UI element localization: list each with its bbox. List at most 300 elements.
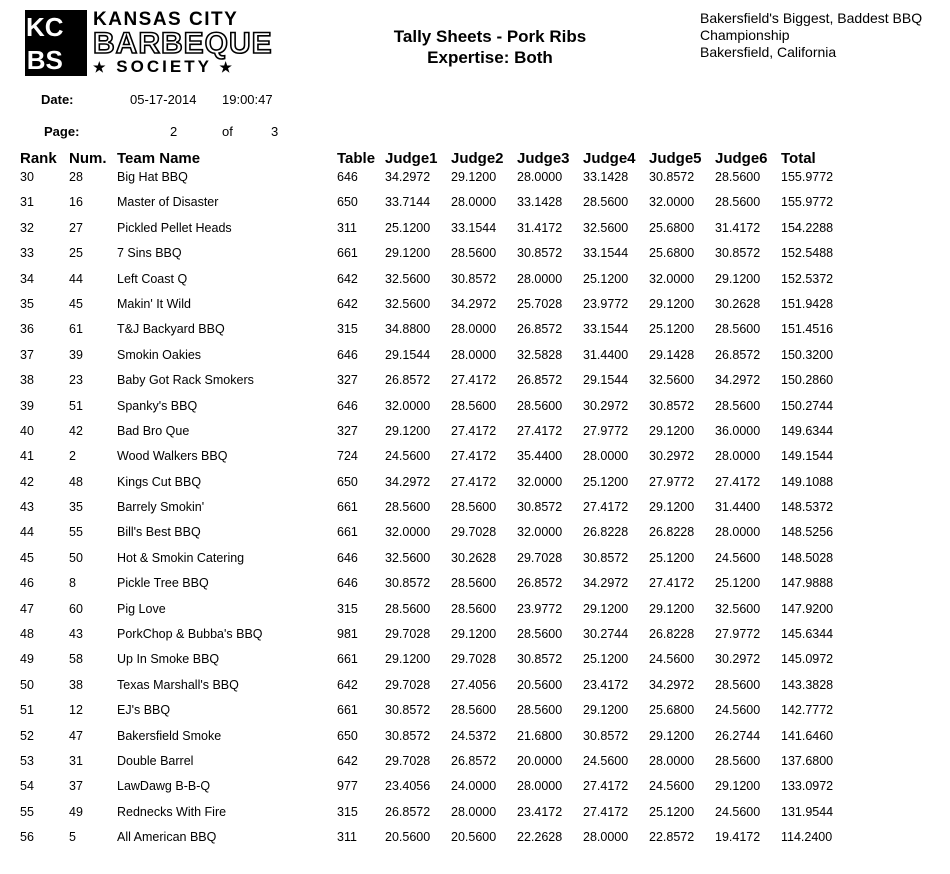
cell-judge4: 30.8572 (583, 728, 629, 743)
cell-rank: 32 (20, 220, 34, 235)
cell-rank: 37 (20, 347, 34, 362)
cell-total: 149.1544 (781, 449, 834, 464)
cell-judge5: 29.1200 (649, 728, 695, 743)
cell-judge6: 34.2972 (715, 373, 761, 388)
cell-judge5: 22.8572 (649, 830, 695, 845)
event-name-line2: Championship (700, 27, 790, 43)
cell-table: 646 (337, 398, 358, 413)
cell-judge5: 29.1200 (649, 296, 695, 311)
cell-total: 151.4516 (781, 322, 834, 337)
cell-judge3: 28.5600 (517, 703, 563, 718)
cell-num: 55 (69, 525, 83, 540)
cell-judge1: 30.8572 (385, 728, 431, 743)
page-total: 3 (271, 124, 279, 139)
cell-num: 37 (69, 779, 83, 794)
cell-rank: 50 (20, 677, 34, 692)
cell-judge1: 30.8572 (385, 703, 431, 718)
cell-judge6: 28.5600 (715, 195, 761, 210)
cell-judge4: 28.5600 (583, 195, 629, 210)
cell-judge3: 28.5600 (517, 398, 563, 413)
cell-judge6: 30.2628 (715, 296, 761, 311)
star-icon: ★ (219, 59, 235, 75)
cell-judge4: 33.1544 (583, 246, 629, 261)
cell-judge4: 27.4172 (583, 500, 629, 515)
cell-judge4: 23.9772 (583, 296, 629, 311)
cell-total: 154.2288 (781, 220, 834, 235)
cell-total: 142.7772 (781, 703, 834, 718)
cell-rank: 48 (20, 627, 34, 642)
table-row (20, 701, 851, 726)
cell-judge4: 30.2972 (583, 398, 629, 413)
cell-rank: 47 (20, 601, 34, 616)
cell-judge2: 27.4172 (451, 423, 497, 438)
cell-team-name: All American BBQ (117, 830, 217, 845)
cell-judge4: 29.1544 (583, 373, 629, 388)
cell-judge6: 24.5600 (715, 550, 761, 565)
cell-rank: 51 (20, 703, 34, 718)
cell-judge1: 24.5600 (385, 449, 431, 464)
cell-judge5: 29.1428 (649, 347, 695, 362)
cell-judge6: 26.8572 (715, 347, 761, 362)
cell-rank: 52 (20, 728, 34, 743)
cell-team-name: Double Barrel (117, 753, 194, 768)
cell-total: 143.3828 (781, 677, 834, 692)
cell-judge3: 32.5828 (517, 347, 563, 362)
col-header-total: Total (781, 150, 816, 167)
cell-judge2: 30.8572 (451, 271, 497, 286)
cell-rank: 38 (20, 373, 34, 388)
cell-table: 661 (337, 246, 358, 261)
cell-team-name: Left Coast Q (117, 271, 188, 286)
col-header-table: Table (337, 150, 376, 167)
table-row (20, 523, 851, 548)
cell-judge4: 28.0000 (583, 449, 629, 464)
cell-judge1: 20.5600 (385, 830, 431, 845)
cell-judge3: 26.8572 (517, 322, 563, 337)
cell-judge3: 29.7028 (517, 550, 563, 565)
date-value: 05-17-2014 (130, 92, 197, 107)
logo-line-barbeque: BARBEQUE (93, 27, 273, 60)
cell-num: 8 (69, 576, 76, 591)
logo-wordmark (93, 10, 273, 76)
logo-mark-top: KC (26, 12, 64, 42)
cell-num: 25 (69, 246, 83, 261)
cell-rank: 46 (20, 576, 34, 591)
cell-judge5: 30.8572 (649, 170, 695, 184)
cell-table: 661 (337, 703, 358, 718)
cell-num: 48 (69, 474, 83, 489)
table-row (20, 168, 851, 193)
cell-rank: 45 (20, 550, 34, 565)
event-name-line1: Bakersfield's Biggest, Baddest BBQ (700, 10, 923, 26)
cell-num: 35 (69, 500, 83, 515)
cell-judge3: 28.5600 (517, 627, 563, 642)
cell-judge1: 34.2972 (385, 170, 431, 184)
col-header-judge3: Judge3 (517, 150, 570, 167)
cell-num: 49 (69, 804, 83, 819)
cell-num: 61 (69, 322, 83, 337)
cell-table: 724 (337, 449, 358, 464)
cell-judge3: 32.0000 (517, 474, 563, 489)
logo-line-society: ★ SOCIETY ★ (93, 57, 235, 76)
cell-judge5: 32.5600 (649, 373, 695, 388)
cell-team-name: Texas Marshall's BBQ (117, 677, 239, 692)
cell-judge5: 29.1200 (649, 601, 695, 616)
cell-judge4: 30.8572 (583, 550, 629, 565)
table-row (20, 777, 851, 802)
cell-team-name: Pickled Pellet Heads (117, 220, 232, 235)
cell-judge2: 24.5372 (451, 728, 497, 743)
table-row (20, 676, 851, 701)
cell-num: 28 (69, 170, 83, 184)
cell-judge3: 23.4172 (517, 804, 563, 819)
cell-judge1: 29.1544 (385, 347, 431, 362)
cell-judge4: 32.5600 (583, 220, 629, 235)
cell-judge2: 28.5600 (451, 500, 497, 515)
cell-table: 661 (337, 500, 358, 515)
cell-judge5: 29.1200 (649, 423, 695, 438)
cell-judge2: 29.7028 (451, 652, 497, 667)
cell-judge6: 26.2744 (715, 728, 761, 743)
cell-judge6: 24.5600 (715, 804, 761, 819)
cell-judge1: 29.1200 (385, 423, 431, 438)
cell-total: 152.5372 (781, 271, 834, 286)
cell-judge1: 29.1200 (385, 652, 431, 667)
cell-rank: 34 (20, 271, 34, 286)
col-header-team-name: Team Name (117, 150, 201, 167)
cell-judge6: 28.5600 (715, 170, 761, 184)
cell-num: 39 (69, 347, 83, 362)
cell-judge1: 34.8800 (385, 322, 431, 337)
cell-judge5: 32.0000 (649, 195, 695, 210)
cell-judge6: 19.4172 (715, 830, 761, 845)
table-row (20, 828, 851, 853)
star-icon: ★ (93, 59, 109, 75)
cell-judge3: 28.0000 (517, 170, 563, 184)
cell-judge3: 28.0000 (517, 271, 563, 286)
col-header-judge2: Judge2 (451, 150, 504, 167)
event-info (700, 10, 922, 61)
col-header-judge5: Judge5 (649, 150, 702, 167)
cell-judge2: 29.1200 (451, 627, 497, 642)
table-row (20, 295, 851, 320)
cell-judge3: 20.5600 (517, 677, 563, 692)
cell-total: 141.6460 (781, 728, 834, 743)
cell-judge2: 28.0000 (451, 322, 497, 337)
cell-judge1: 32.5600 (385, 550, 431, 565)
event-location: Bakersfield, California (700, 44, 837, 60)
cell-num: 43 (69, 627, 83, 642)
cell-total: 155.9772 (781, 195, 834, 210)
cell-judge1: 26.8572 (385, 373, 431, 388)
cell-num: 5 (69, 830, 76, 845)
cell-total: 151.9428 (781, 296, 834, 311)
cell-num: 38 (69, 677, 83, 692)
table-row (20, 574, 851, 599)
cell-table: 650 (337, 728, 358, 743)
cell-judge5: 25.1200 (649, 550, 695, 565)
cell-judge5: 25.6800 (649, 220, 695, 235)
cell-judge5: 32.0000 (649, 271, 695, 286)
col-header-judge1: Judge1 (385, 150, 438, 167)
cell-team-name: T&J Backyard BBQ (117, 322, 225, 337)
cell-judge1: 28.5600 (385, 601, 431, 616)
cell-table: 646 (337, 576, 358, 591)
cell-num: 31 (69, 753, 83, 768)
cell-judge2: 26.8572 (451, 753, 497, 768)
cell-num: 12 (69, 703, 83, 718)
cell-num: 23 (69, 373, 83, 388)
cell-table: 315 (337, 322, 358, 337)
cell-table: 646 (337, 170, 358, 184)
table-row (20, 346, 851, 371)
cell-judge3: 23.9772 (517, 601, 563, 616)
table-row (20, 320, 851, 345)
cell-judge6: 27.9772 (715, 627, 761, 642)
cell-judge1: 32.5600 (385, 296, 431, 311)
cell-table: 327 (337, 373, 358, 388)
table-row (20, 244, 851, 269)
cell-total: 148.5028 (781, 550, 834, 565)
table-row (20, 193, 851, 218)
cell-team-name: 7 Sins BBQ (117, 246, 182, 261)
cell-judge4: 27.4172 (583, 804, 629, 819)
cell-judge5: 28.0000 (649, 753, 695, 768)
cell-judge2: 27.4172 (451, 373, 497, 388)
time-value: 19:00:47 (222, 92, 273, 107)
report-title-expertise: Expertise: Both (427, 48, 553, 67)
cell-team-name: Baby Got Rack Smokers (117, 373, 254, 388)
cell-judge6: 28.5600 (715, 677, 761, 692)
cell-judge3: 28.0000 (517, 779, 563, 794)
cell-judge4: 27.9772 (583, 423, 629, 438)
cell-total: 145.6344 (781, 627, 834, 642)
cell-table: 650 (337, 195, 358, 210)
report-title (340, 26, 640, 68)
cell-judge5: 25.1200 (649, 322, 695, 337)
cell-judge2: 34.2972 (451, 296, 497, 311)
cell-rank: 49 (20, 652, 34, 667)
cell-rank: 43 (20, 500, 34, 515)
cell-team-name: Bill's Best BBQ (117, 525, 201, 540)
cell-table: 646 (337, 550, 358, 565)
cell-judge6: 28.5600 (715, 398, 761, 413)
cell-judge3: 25.7028 (517, 296, 563, 311)
cell-judge1: 23.4056 (385, 779, 431, 794)
col-header-num: Num. (69, 150, 107, 167)
cell-judge2: 28.0000 (451, 347, 497, 362)
cell-judge1: 25.1200 (385, 220, 431, 235)
tally-header-row (20, 149, 851, 168)
cell-table: 315 (337, 804, 358, 819)
cell-judge6: 27.4172 (715, 474, 761, 489)
cell-total: 148.5372 (781, 500, 834, 515)
cell-rank: 39 (20, 398, 34, 413)
cell-judge4: 28.0000 (583, 830, 629, 845)
cell-team-name: Pickle Tree BBQ (117, 576, 209, 591)
cell-judge1: 28.5600 (385, 500, 431, 515)
logo-mark-bottom: BS (26, 45, 63, 75)
cell-judge2: 24.0000 (451, 779, 497, 794)
cell-judge6: 30.2972 (715, 652, 761, 667)
col-header-judge6: Judge6 (715, 150, 768, 167)
cell-rank: 53 (20, 753, 34, 768)
cell-num: 27 (69, 220, 83, 235)
cell-judge5: 24.5600 (649, 779, 695, 794)
cell-table: 315 (337, 601, 358, 616)
cell-rank: 36 (20, 322, 34, 337)
cell-judge6: 31.4400 (715, 500, 761, 515)
cell-judge1: 29.7028 (385, 753, 431, 768)
cell-judge3: 30.8572 (517, 246, 563, 261)
cell-judge2: 28.0000 (451, 804, 497, 819)
cell-judge1: 30.8572 (385, 576, 431, 591)
cell-num: 2 (69, 449, 76, 464)
cell-total: 137.6800 (781, 753, 834, 768)
cell-total: 114.2400 (781, 830, 833, 845)
cell-judge2: 27.4172 (451, 449, 497, 464)
kcbs-logo-mark (25, 10, 87, 76)
cell-judge4: 33.1428 (583, 170, 629, 184)
table-row (20, 447, 851, 472)
cell-team-name: Bakersfield Smoke (117, 728, 222, 743)
cell-judge3: 26.8572 (517, 576, 563, 591)
cell-rank: 31 (20, 195, 34, 210)
cell-judge5: 30.2972 (649, 449, 695, 464)
cell-table: 327 (337, 423, 358, 438)
cell-team-name: Wood Walkers BBQ (117, 449, 228, 464)
cell-num: 16 (69, 195, 83, 210)
cell-table: 642 (337, 677, 358, 692)
cell-team-name: Rednecks With Fire (117, 804, 227, 819)
cell-table: 642 (337, 296, 358, 311)
cell-total: 131.9544 (781, 804, 834, 819)
cell-judge1: 26.8572 (385, 804, 431, 819)
cell-judge5: 25.1200 (649, 804, 695, 819)
cell-judge5: 26.8228 (649, 525, 695, 540)
cell-judge1: 29.7028 (385, 677, 431, 692)
col-header-judge4: Judge4 (583, 150, 636, 167)
cell-team-name: Smokin Oakies (117, 347, 202, 362)
cell-num: 45 (69, 296, 83, 311)
cell-judge2: 28.5600 (451, 246, 497, 261)
cell-judge3: 22.2628 (517, 830, 563, 845)
cell-judge3: 20.0000 (517, 753, 563, 768)
cell-judge4: 25.1200 (583, 271, 629, 286)
table-row (20, 473, 851, 498)
table-row (20, 600, 851, 625)
cell-judge6: 28.0000 (715, 525, 761, 540)
cell-judge1: 29.7028 (385, 627, 431, 642)
cell-judge1: 29.1200 (385, 246, 431, 261)
cell-team-name: Bad Bro Que (117, 423, 190, 438)
cell-judge5: 27.4172 (649, 576, 695, 591)
cell-judge6: 24.5600 (715, 703, 761, 718)
cell-judge1: 33.7144 (385, 195, 431, 210)
cell-judge1: 32.0000 (385, 398, 431, 413)
cell-judge6: 29.1200 (715, 271, 761, 286)
cell-judge1: 32.5600 (385, 271, 431, 286)
cell-total: 145.0972 (781, 652, 834, 667)
cell-total: 148.5256 (781, 525, 834, 540)
tally-body (20, 168, 851, 854)
cell-judge4: 29.1200 (583, 703, 629, 718)
cell-num: 42 (69, 423, 83, 438)
cell-team-name: Hot & Smokin Catering (117, 550, 245, 565)
cell-team-name: LawDawg B-B-Q (117, 779, 211, 794)
table-row (20, 752, 851, 777)
cell-judge5: 24.5600 (649, 652, 695, 667)
cell-judge2: 28.5600 (451, 576, 497, 591)
cell-num: 51 (69, 398, 83, 413)
cell-rank: 54 (20, 779, 34, 794)
cell-judge4: 26.8228 (583, 525, 629, 540)
cell-judge6: 30.8572 (715, 246, 761, 261)
cell-judge4: 24.5600 (583, 753, 629, 768)
cell-judge2: 29.1200 (451, 170, 497, 184)
cell-total: 150.2744 (781, 398, 834, 413)
cell-judge4: 27.4172 (583, 779, 629, 794)
cell-team-name: Kings Cut BBQ (117, 474, 202, 489)
cell-num: 58 (69, 652, 83, 667)
cell-table: 977 (337, 779, 358, 794)
cell-rank: 41 (20, 449, 34, 464)
date-label: Date: (41, 92, 74, 107)
cell-rank: 55 (20, 804, 34, 819)
cell-team-name: Makin' It Wild (117, 296, 191, 311)
cell-judge5: 29.1200 (649, 500, 695, 515)
cell-table: 311 (337, 830, 357, 845)
cell-judge2: 30.2628 (451, 550, 497, 565)
table-row (20, 650, 851, 675)
cell-team-name: Up In Smoke BBQ (117, 652, 220, 667)
cell-judge2: 28.5600 (451, 398, 497, 413)
cell-judge4: 33.1544 (583, 322, 629, 337)
cell-judge4: 25.1200 (583, 474, 629, 489)
cell-judge1: 34.2972 (385, 474, 431, 489)
cell-judge3: 30.8572 (517, 500, 563, 515)
cell-judge5: 26.8228 (649, 627, 695, 642)
cell-table: 981 (337, 627, 358, 642)
cell-num: 60 (69, 601, 83, 616)
cell-judge5: 34.2972 (649, 677, 695, 692)
table-row (20, 803, 851, 828)
cell-team-name: Big Hat BBQ (117, 170, 188, 184)
table-row (20, 270, 851, 295)
cell-rank: 40 (20, 423, 34, 438)
cell-team-name: Spanky's BBQ (117, 398, 198, 413)
cell-total: 149.6344 (781, 423, 834, 438)
cell-judge2: 28.0000 (451, 195, 497, 210)
cell-rank: 30 (20, 170, 34, 184)
cell-judge5: 25.6800 (649, 703, 695, 718)
table-row (20, 498, 851, 523)
cell-judge3: 35.4400 (517, 449, 563, 464)
cell-team-name: Master of Disaster (117, 195, 219, 210)
cell-total: 150.2860 (781, 373, 834, 388)
page-current: 2 (170, 124, 178, 139)
cell-judge5: 30.8572 (649, 398, 695, 413)
cell-judge2: 28.5600 (451, 703, 497, 718)
cell-total: 150.3200 (781, 347, 834, 362)
cell-rank: 44 (20, 525, 34, 540)
cell-rank: 35 (20, 296, 34, 311)
cell-rank: 42 (20, 474, 34, 489)
cell-judge4: 30.2744 (583, 627, 629, 642)
cell-judge6: 29.1200 (715, 779, 761, 794)
cell-team-name: Barrely Smokin' (117, 500, 205, 515)
cell-judge3: 32.0000 (517, 525, 563, 540)
